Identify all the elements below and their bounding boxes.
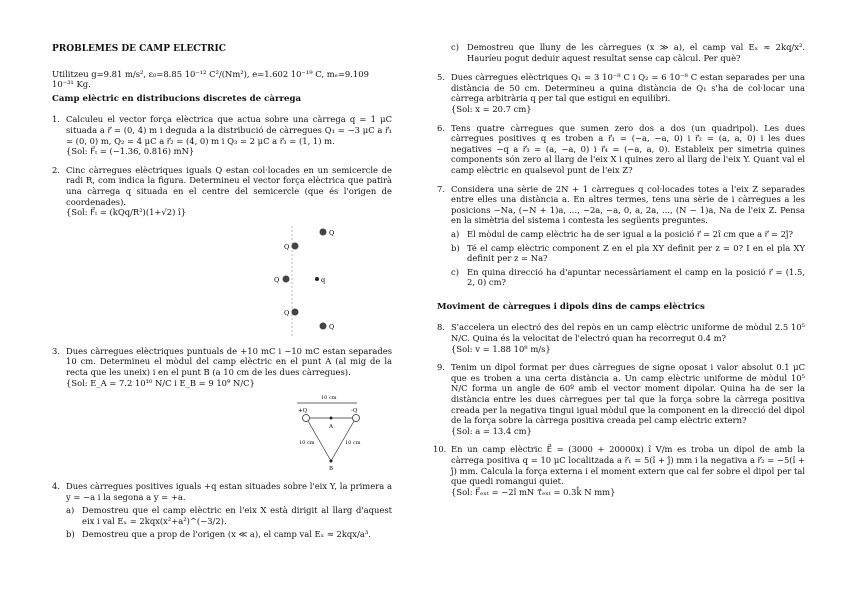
subquestion-b [66,529,392,540]
point-b-label: B [329,466,334,473]
problem-number: 3. [52,345,60,356]
section-heading-discrete: Camp elèctric en distribucions discretes de càrrega [52,93,302,104]
problem-10 [433,444,805,497]
subquestion-label: c) [451,266,459,277]
semicircle-figure [66,220,392,338]
subquestion-a [451,229,805,240]
problem-number: 8. [437,322,445,333]
solution: {Sol: a = 13.4 cm} [451,425,532,436]
charge-q-bottom [320,322,327,329]
problem-text: Calculeu el vector força elèctrica que actua sobre una càrrega q = 1 μC situada a r⃗ = (0, 4) m i deguda a la distribució de càrregues Q₁ = −3 μC a r⃗₁ = (0, 0) m, Q₂ = 4 μC a r⃗₂ = (4, 0) m i Q₃ = 2 μC a r⃗₃ = (1, 1) m. [66,114,392,146]
page-title: PROBLEMES DE CAMP ELECTRIC [52,44,226,54]
problem-4 [52,481,392,540]
dipole-figure [66,391,392,473]
charge-negative [353,415,360,422]
problem-5 [437,72,805,114]
problem-number: 5. [437,72,445,83]
constants-text: Utilitzeu g=9.81 m/s², ε₀=8.85 10⁻¹² C²/(Nm²), e=1.602 10⁻¹⁹ C, mₑ=9.109 10⁻³¹ Kg. [52,68,369,90]
problem-text: Considera una sèrie de 2N + 1 càrregues q col·locades totes a l'eix Z separades entre elles una distància a. En altres termes, tens una sèrie de i càrregues a les posicions −Na, (−N + 1)a, ..., −2a, −a, 0, a, 2a, ..., (N − 1)a, Na de l'eix Z. Pensa en la simètria del sistema i contesta les següents preguntes. [451,183,805,226]
solution: {Sol: E_A = 7.2 10¹⁰ N/C i E_B = 9 10⁹ N/C} [66,377,255,388]
label-q-lower: Q [284,308,290,317]
section-heading-motion: Moviment de càrregues i dipols dins de camps elèctrics [437,301,705,312]
problem-number: 1. [52,114,60,125]
label-q-upper: Q [284,242,290,251]
problem-number: 10. [433,444,447,455]
subquestion-4c [451,42,805,63]
right-column [433,42,805,505]
problem-text: Dues càrregues elèctriques puntuals de +10 mC i −10 mC estan separades 10 cm. Determineu el mòdul del camp elèctric en el punt A (al mig de la recta que les uneix) i en el punt B (a 10 cm de les dues càrregues). [66,345,392,377]
charge-positive [303,415,310,422]
label-q-center: q [321,275,326,284]
solution: {Sol: F⃗ₜ = (kQq/R²)(1+√2) î} [66,207,187,218]
problem-1 [52,114,392,156]
problem-number: 9. [437,362,445,373]
label-q-middle: Q [274,275,280,284]
subquestion-b [451,243,805,264]
minus-q-label: -Q [351,408,358,415]
subquestion-label: c) [451,42,459,52]
problem-number: 6. [437,122,445,133]
subquestion-text: Demostreu que a prop de l'origen (x ≪ a), el camp val Eₓ ≈ 2kqx/a³. [82,529,371,540]
problem-6 [437,123,805,176]
left-column [52,44,392,548]
point-a [330,417,333,420]
subquestion-c [451,267,805,288]
solution: {Sol: v = 1.88 10⁸ m/s} [451,343,551,354]
solution: {Sol: x = 20.7 cm} [451,103,532,114]
right-distance-label: 10 cm [345,440,361,447]
problem-8 [437,322,805,354]
problem-3 [52,346,392,473]
center-charge [315,277,319,281]
left-distance-label: 10 cm [299,440,315,447]
subquestion-text: Demostreu que el camp elèctric en l'eix X està dirigit al llarg d'aquest eix i val Eₓ = 2kqx(x²+a²)^(−3/2). [82,505,392,526]
subquestion-text: El mòdul de camp elèctric ha de ser igual a la posició r⃗ = 2î cm que a r⃗ = 2ĵ? [467,228,793,239]
point-a-label: A [329,424,333,431]
top-distance-label: 10 cm [321,395,337,402]
subquestion-text: Té el camp elèctric component Z en el pla XY definit per z = 0? I en el pla XY definit per z = Na? [467,242,805,264]
problem-7 [437,184,805,288]
label-q-top: Q [329,228,335,237]
charge-q-lower [292,308,299,315]
solution: {Sol: F⃗ₑₓₜ = −2î mN τ⃗ₑₓₜ = 0.3k̂ N mm} [451,486,616,497]
charge-q-middle [283,275,290,282]
subquestion-text: Demostreu que lluny de les càrregues (x ≫ a), el camp val Eₓ ≈ 2kq/x². Hauríeu pogut deduir aquest resultat sense cap càlcul. Per què? [467,42,805,63]
problem-number: 2. [52,164,60,175]
subquestion-label: a) [66,505,75,516]
point-b [330,460,333,463]
problem-text: Tens quatre càrregues que sumen zero dos a dos (un quadripol). Les dues càrregues positives q es troben a r⃗₁ = (−a, −a, 0) i r⃗₂ = (a, a, 0) i les dues negatives −q a r⃗₃ = (a, −a, 0) i r⃗₄ = (−a, a, 0). Estableix per simetria quines components són zero al llarg de l'eix X i quines zero al llarg de l'eix Y. Quant val el camp elèctric en qualsevol punt de l'eix Z? [451,122,805,175]
subquestion-label: a) [451,228,460,239]
problem-text: Dues càrregues elèctriques Q₁ = 3 10⁻⁸ C i Q₂ = 6 10⁻⁸ C estan separades per una distància de 50 cm. Determineu a quina distància de Q₁ s'ha de col·locar una càrrega arbitrària q per tal que estigui en equilibri. [451,72,805,104]
solution: {Sol: F⃗ₜ = (−1.36, 0.816) mN} [66,146,195,157]
charge-q-top [320,228,327,235]
problem-9 [437,362,805,436]
problem-text: Dues càrregues positives iguals +q estan situades sobre l'eix Y, la primera a y = −a i la segona a y = +a. [66,481,392,502]
problem-text: Tenim un dipol format per dues càrregues de signe oposat i valor absolut 0.1 μC que es troben a una certa distància a. Un camp elèctric uniforme de mòdul 10⁵ N/C forma un angle de 60º amb el vector moment dipolar. Quina ha de ser la distància entre les dues càrregues per tal que la força sobre la càrrega positiva creada per la negativa tingui igual mòdul que la component en la direcció del dipol de la força sobre la càrrega positiva creada pel camp elèctric extern? [451,362,805,426]
problem-number: 4. [52,481,60,492]
subquestion-label: b) [66,529,75,540]
problem-number: 7. [437,183,445,194]
subquestion-text: En quina direcció ha d'apuntar necessàriament el camp en la posició r⃗ = (1.5, 2, 0) cm? [467,266,805,288]
problem-text: En un camp elèctric E⃗ = (3000 + 20000x) î V/m es troba un dipol de amb la càrrega positiva q = 10 μC localitzada a r⃗₁ = 5(î + ĵ) mm i la negativa a r⃗₂ = −5(î + ĵ) mm. Calcula la força externa i el moment extern que cal fer sobre el dipol per tal que quedi romangui quiet. [451,444,805,487]
subquestion-label: b) [451,242,460,253]
problem-text: Cinc càrregues elèctriques iguals Q estan col·locades en un semicercle de radi R, com indica la figura. Determineu el vector força elèctrica que patirà una càrrega q situada en el centre del semicercle (que és l'origen de coordenades). [66,164,392,207]
subquestion-a [66,505,392,526]
problem-2 [52,165,392,338]
label-q-bottom: Q [329,322,335,331]
plus-q-label: +Q [298,408,308,415]
problem-text: S'accelera un electró des del repòs en un camp elèctric uniforme de mòdul 2.5 10⁵ N/C. Quina és la velocitat de l'electró quan ha recorregut 0.4 m? [451,322,805,344]
charge-q-upper [292,242,299,249]
